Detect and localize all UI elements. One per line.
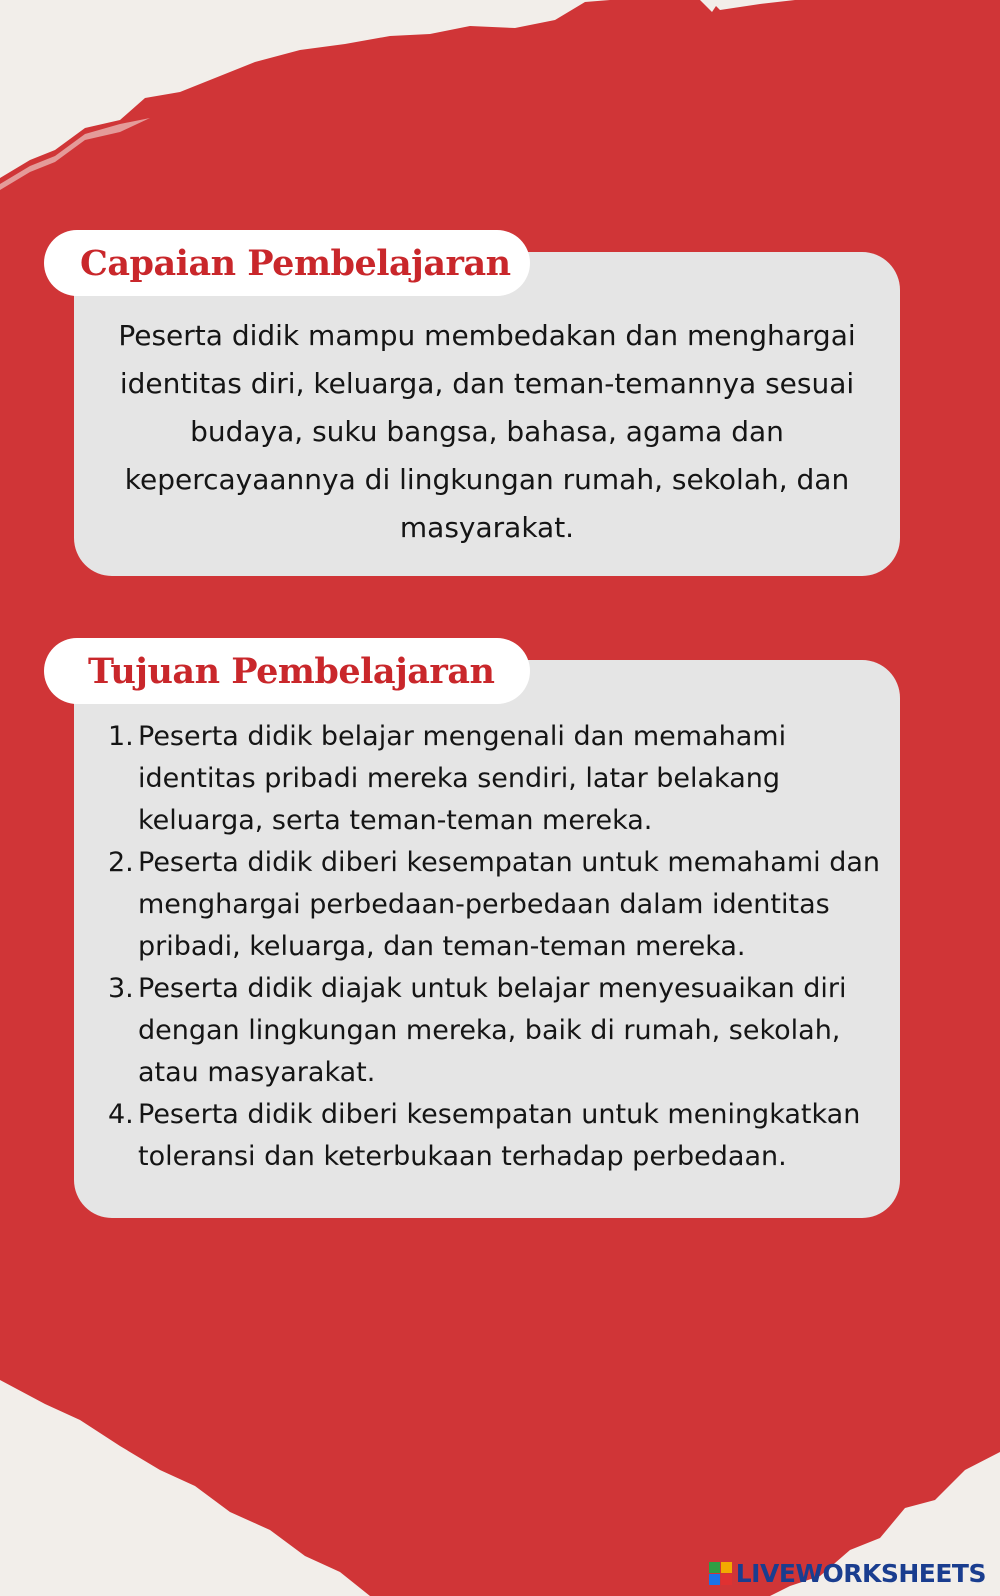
list-item [108,842,888,968]
logo-text: LIVEWORKSHEETS [735,1558,986,1588]
tujuan-list [108,716,888,1178]
logo-square [721,1562,732,1573]
list-item-number: 3. [108,973,134,1004]
list-item-number: 4. [108,1099,134,1130]
capaian-title: Capaian Pembelajaran [80,242,511,284]
list-item [108,968,888,1094]
list-item-text: Peserta didik diberi kesempatan untuk memahami dan menghargai perbedaan-perbedaan dalam identitas pribadi, keluarga, dan teman-teman mereka. [138,847,881,962]
liveworksheets-logo [709,1558,986,1588]
logo-squares-icon [709,1562,732,1585]
capaian-text: Peserta didik mampu membedakan dan menghargai identitas diri, keluarga, dan teman-temannya sesuai budaya, suku bangsa, bahasa, agama dan kepercayaannya di lingkungan rumah, sekolah, dan masyarakat. [118,319,856,544]
tujuan-tab [44,638,530,704]
capaian-tab [44,230,530,296]
list-item [108,716,888,842]
list-item [108,1094,888,1178]
logo-square [709,1574,720,1585]
list-item-number: 2. [108,847,134,878]
logo-square [721,1574,732,1585]
list-item-text: Peserta didik diajak untuk belajar menyesuaikan diri dengan lingkungan mereka, baik di rumah, sekolah, atau masyarakat. [138,973,847,1088]
list-item-text: Peserta didik belajar mengenali dan memahami identitas pribadi mereka sendiri, latar belakang keluarga, serta teman-teman mereka. [138,721,787,836]
tujuan-title: Tujuan Pembelajaran [88,650,495,692]
logo-square [709,1562,720,1573]
list-item-text: Peserta didik diberi kesempatan untuk meningkatkan toleransi dan keterbukaan terhadap perbedaan. [138,1099,861,1172]
list-item-number: 1. [108,721,134,752]
